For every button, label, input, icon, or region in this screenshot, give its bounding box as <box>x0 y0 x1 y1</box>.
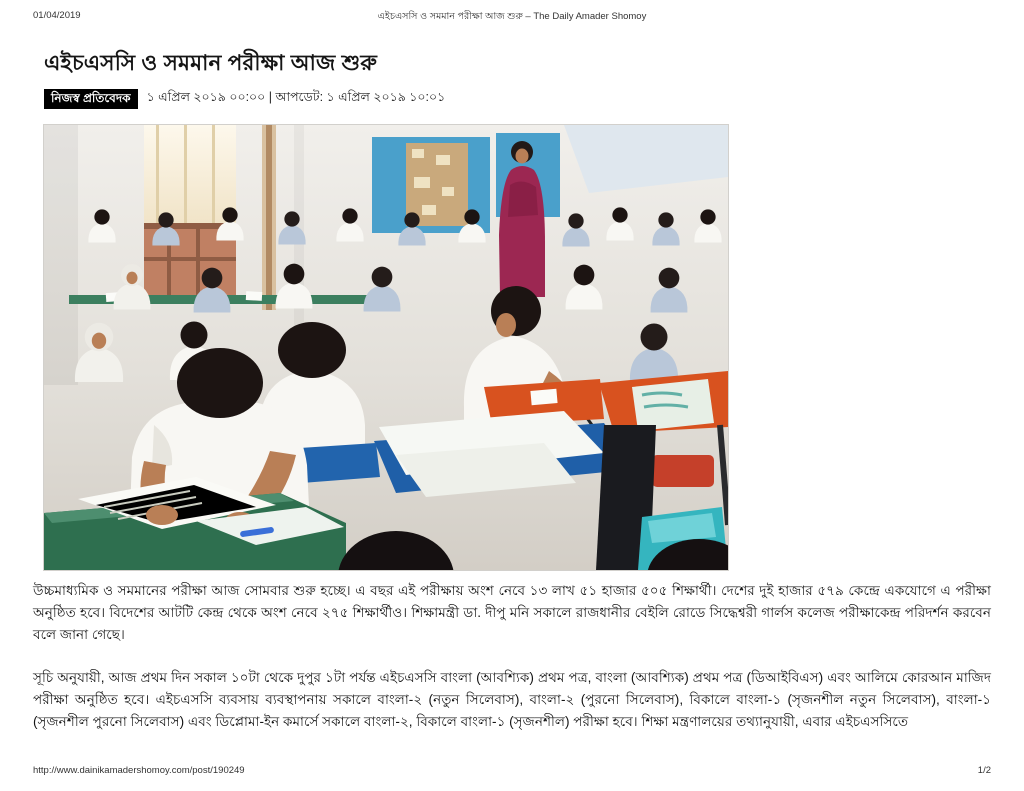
publish-update-dateline: ১ এপ্রিল ২০১৯ ০০:০০ | আপডেট: ১ এপ্রিল ২০১৯ ১০:০১ <box>146 90 446 104</box>
byline <box>44 89 445 109</box>
print-footer <box>33 765 991 777</box>
article-headline: এইচএসসি ও সমমান পরীক্ষা আজ শুরু <box>44 51 378 75</box>
reporter-badge: নিজস্ব প্রতিবেদক <box>44 89 138 109</box>
classroom-photo-illustration <box>44 125 728 570</box>
print-date: 01/04/2019 <box>33 10 81 21</box>
print-page-title: এইচএসসি ও সমমান পরীক্ষা আজ শুরু – The Daily Amader Shomoy <box>377 11 647 22</box>
article-photo <box>44 125 728 570</box>
article-body <box>33 580 991 754</box>
paragraph-1: উচ্চমাধ্যমিক ও সমমানের পরীক্ষা আজ সোমবার শুরু হচ্ছে। এ বছর এই পরীক্ষায় অংশ নেবে ১৩ লাখ ৫১ হাজার ৫০৫ শিক্ষার্থী। দেশের দুই হাজার ৫৭৯ কেন্দ্রে একযোগে এ পরীক্ষা অনুষ্ঠিত হবে। বিদেশের আটটি কেন্দ্র থেকে অংশ নেবে ২৭৫ শিক্ষার্থীও। শিক্ষামন্ত্রী ডা. দীপু মনি সকালে রাজধানীর বেইলি রোডে সিদ্ধেশ্বরী গার্লস কলেজ পরীক্ষাকেন্দ্র পরিদর্শন করবেন বলে জানা গেছে। <box>33 583 991 642</box>
print-header <box>33 10 991 24</box>
paragraph-2: সূচি অনুযায়ী, আজ প্রথম দিন সকাল ১০টা থেকে দুপুর ১টা পর্যন্ত এইচএসসি বাংলা (আবশ্যিক) প্রথম পত্র, বাংলা (আবশ্যিক) প্রথম পত্র (ডিআইবিএস) এবং আলিমে কোরআন মাজিদ পরীক্ষা অনুষ্ঠিত হবে। এইচএসসি ব্যবসায় ব্যবস্থাপনায় সকালে বাংলা-২ (নতুন সিলেবাস), বাংলা-২ (পুরনো সিলেবাস), বিকালে বাংলা-১ (সৃজনশীল নতুন সিলেবাস), বাংলা-১ (সৃজনশীল পুরনো সিলেবাস) এবং ডিপ্লোমা-ইন কমার্সে সকালে বাংলা-২, বিকালে বাংলা-১ (সৃজনশীল) পরীক্ষা হবে। শিক্ষা মন্ত্রণালয়ের তথ্যানুযায়ী, এবার এইচএসসিতে <box>33 670 991 729</box>
source-url: http://www.dainikamadershomoy.com/post/190249 <box>33 765 245 776</box>
page-indicator: 1/2 <box>977 765 991 776</box>
